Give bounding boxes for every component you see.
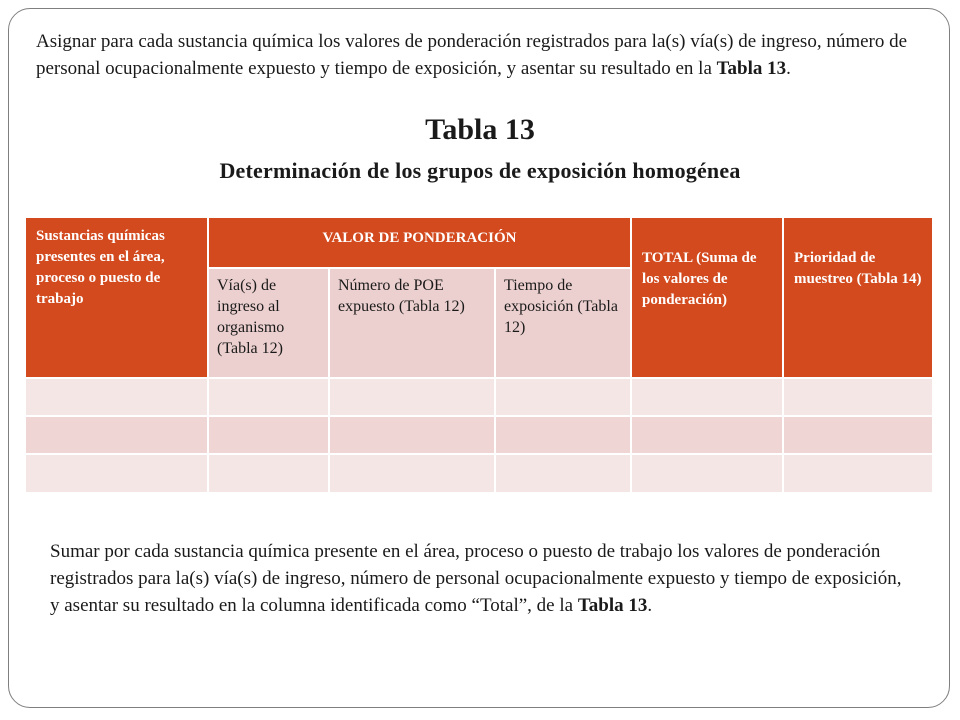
table-cell[interactable] bbox=[783, 378, 933, 416]
table-cell[interactable] bbox=[783, 416, 933, 454]
table-cell[interactable] bbox=[208, 378, 329, 416]
table-cell[interactable] bbox=[783, 454, 933, 492]
intro-text: Asignar para cada sustancia química los valores de ponderación registrados para la(s) vía(s) de ingreso, número de personal ocupacionalmente expuesto y tiempo de exposición, y asentar su resultado en la bbox=[36, 31, 908, 79]
table-cell[interactable] bbox=[631, 454, 783, 492]
table-cell[interactable] bbox=[26, 378, 208, 416]
table-cell[interactable] bbox=[329, 378, 495, 416]
table-cell[interactable] bbox=[495, 378, 631, 416]
table-row bbox=[26, 454, 933, 492]
table-title: Tabla 13 bbox=[425, 113, 535, 146]
header-total: TOTAL (Suma de los valores de ponderación) bbox=[631, 218, 783, 378]
outro-text: Sumar por cada sustancia química presente en el área, proceso o puesto de trabajo los valores de ponderación registrados para la(s) vía(s) de ingreso, número de personal ocupacionalmente expuesto y tiempo de exposición, y asentar su resultado en la columna identificada como “Total”, de la bbox=[50, 541, 902, 616]
outro-table-ref: Tabla 13 bbox=[577, 595, 648, 616]
table-row bbox=[26, 416, 933, 454]
header-weighting-value: VALOR DE PONDERACIÓN bbox=[208, 218, 631, 268]
table-13 bbox=[26, 218, 934, 492]
outro-paragraph bbox=[50, 538, 910, 619]
table-cell[interactable] bbox=[495, 454, 631, 492]
subheader-exposed-personnel: Número de POE expuesto (Tabla 12) bbox=[329, 268, 495, 378]
outro-end: . bbox=[647, 595, 653, 616]
table-cell[interactable] bbox=[631, 416, 783, 454]
intro-end: . bbox=[786, 58, 791, 79]
intro-paragraph bbox=[36, 28, 936, 82]
subheader-exposure-time: Tiempo de exposición (Tabla 12) bbox=[495, 268, 631, 378]
intro-table-ref: Tabla 13 bbox=[716, 58, 787, 79]
table-cell[interactable] bbox=[495, 416, 631, 454]
table-cell[interactable] bbox=[631, 378, 783, 416]
header-substances: Sustancias químicas presentes en el área, proceso o puesto de trabajo bbox=[26, 218, 208, 378]
table-cell[interactable] bbox=[208, 454, 329, 492]
table-row bbox=[26, 378, 933, 416]
table-cell[interactable] bbox=[26, 416, 208, 454]
table-cell[interactable] bbox=[329, 454, 495, 492]
table-cell[interactable] bbox=[329, 416, 495, 454]
table-subtitle: Determinación de los grupos de exposición homogénea bbox=[219, 158, 741, 183]
subheader-entry-route: Vía(s) de ingreso al organismo (Tabla 12) bbox=[208, 268, 329, 378]
table-cell[interactable] bbox=[26, 454, 208, 492]
table-cell[interactable] bbox=[208, 416, 329, 454]
header-sampling-priority: Prioridad de muestreo (Tabla 14) bbox=[783, 218, 933, 378]
